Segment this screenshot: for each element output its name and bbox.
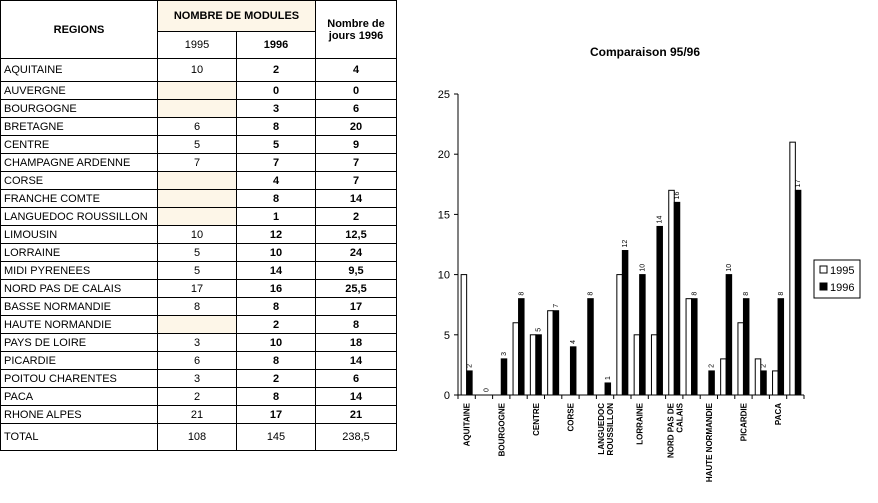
- data-label-1996: 8: [518, 291, 526, 296]
- modules-1996: 16: [237, 280, 316, 298]
- modules-1995: 2: [158, 388, 237, 406]
- data-label-1996: 14: [656, 215, 664, 224]
- modules-1996: 2: [237, 316, 316, 334]
- category-label: LANGUEDOCROUSSILLON: [597, 403, 616, 456]
- modules-1996: 5: [237, 136, 316, 154]
- jours-1996: 12,5: [316, 226, 397, 244]
- total-label: TOTAL: [1, 424, 158, 451]
- y-tick-label: 15: [437, 209, 450, 222]
- bar-1996: [709, 371, 715, 395]
- bar-1996: [605, 383, 611, 395]
- modules-1995: 3: [158, 370, 237, 388]
- bar-1995: [686, 299, 692, 395]
- table-row: [1, 118, 397, 136]
- region-name: LANGUEDOC ROUSSILLON: [1, 208, 158, 226]
- table-row: [1, 352, 397, 370]
- modules-table-container: [0, 0, 397, 451]
- modules-1995: 10: [158, 226, 237, 244]
- category-label: PICARDIE: [739, 403, 749, 442]
- bar-1995: [461, 275, 467, 395]
- modules-1996: 8: [237, 298, 316, 316]
- header-jours: Nombre de jours 1996: [316, 1, 397, 59]
- data-label-1996: 2: [760, 364, 768, 368]
- table-row: [1, 280, 397, 298]
- data-label-1996: 3: [501, 351, 508, 356]
- modules-1995: [158, 208, 237, 226]
- data-label-1996: 10: [639, 263, 647, 272]
- bar-1995: [617, 275, 623, 395]
- modules-1995: [158, 82, 237, 100]
- region-name: CHAMPAGNE ARDENNE: [1, 154, 158, 172]
- region-name: AUVERGNE: [1, 82, 158, 100]
- comparison-chart: [400, 0, 878, 503]
- modules-1995: 21: [158, 406, 237, 424]
- jours-1996: 20: [316, 118, 397, 136]
- modules-1995: 5: [158, 136, 237, 154]
- region-name: NORD PAS DE CALAIS: [1, 280, 158, 298]
- modules-1996: 14: [237, 262, 316, 280]
- y-tick-label: 5: [443, 329, 450, 342]
- legend-swatch-1995: [820, 266, 827, 273]
- modules-1996: 10: [237, 334, 316, 352]
- jours-1996: 21: [316, 406, 397, 424]
- data-label-1996: 7: [552, 303, 560, 308]
- bar-1996: [536, 335, 542, 395]
- bar-1996: [519, 299, 525, 395]
- region-name: CENTRE: [1, 136, 158, 154]
- region-name: BRETAGNE: [1, 118, 158, 136]
- data-label-1996: 17: [795, 179, 803, 188]
- table-row: [1, 154, 397, 172]
- header-modules: NOMBRE DE MODULES: [158, 1, 316, 32]
- jours-1996: 24: [316, 244, 397, 262]
- modules-1996: 1: [237, 208, 316, 226]
- bar-1996: [743, 299, 749, 395]
- modules-1996: 8: [237, 118, 316, 136]
- data-label-1996: 0: [483, 388, 491, 392]
- table-row: [1, 298, 397, 316]
- header-year-1996: 1996: [237, 32, 316, 59]
- total-jours: 238,5: [316, 424, 397, 451]
- table-row: [1, 100, 397, 118]
- modules-1995: [158, 100, 237, 118]
- bar-1996: [795, 190, 801, 395]
- modules-1995: 5: [158, 262, 237, 280]
- category-label: LORRAINE: [635, 403, 645, 445]
- region-name: PICARDIE: [1, 352, 158, 370]
- jours-1996: 18: [316, 334, 397, 352]
- modules-1995: [158, 172, 237, 190]
- data-label-1996: 8: [777, 291, 785, 296]
- modules-1995: 17: [158, 280, 237, 298]
- category-label: BOURGOGNE: [497, 403, 507, 457]
- bar-1995: [634, 335, 640, 395]
- bar-1995: [651, 335, 657, 395]
- region-name: LORRAINE: [1, 244, 158, 262]
- region-name: MIDI PYRENEES: [1, 262, 158, 280]
- bar-1996: [674, 202, 680, 395]
- table-row: [1, 226, 397, 244]
- table-row: [1, 406, 397, 424]
- modules-table: [0, 0, 397, 451]
- region-name: PAYS DE LOIRE: [1, 334, 158, 352]
- table-row: [1, 208, 397, 226]
- table-row: [1, 59, 397, 82]
- table-row: [1, 334, 397, 352]
- modules-1996: 2: [237, 59, 316, 82]
- modules-1996: 8: [237, 352, 316, 370]
- data-label-1996: 2: [708, 364, 716, 368]
- data-label-1996: 4: [570, 339, 578, 344]
- region-name: PACA: [1, 388, 158, 406]
- region-name: FRANCHE COMTE: [1, 190, 158, 208]
- data-label-1996: 8: [587, 291, 595, 296]
- table-row: [1, 172, 397, 190]
- modules-1996: 8: [237, 190, 316, 208]
- bar-1996: [761, 371, 767, 395]
- modules-1995: 6: [158, 352, 237, 370]
- bar-1996: [726, 275, 732, 395]
- jours-1996: 9,5: [316, 262, 397, 280]
- y-tick-label: 10: [437, 269, 450, 282]
- total-1996: 145: [237, 424, 316, 451]
- table-row: [1, 370, 397, 388]
- data-label-1996: 12: [622, 239, 630, 248]
- bar-1996: [588, 299, 594, 395]
- category-label: CORSE: [566, 403, 576, 432]
- y-tick-label: 0: [443, 390, 450, 402]
- legend-label-1996: 1996: [830, 282, 855, 294]
- jours-1996: 14: [316, 352, 397, 370]
- bar-1995: [721, 359, 727, 395]
- modules-1995: 8: [158, 298, 237, 316]
- jours-1996: 14: [316, 388, 397, 406]
- bar-1996: [467, 371, 473, 395]
- jours-1996: 14: [316, 190, 397, 208]
- modules-1996: 2: [237, 370, 316, 388]
- jours-1996: 17: [316, 298, 397, 316]
- data-label-1996: 16: [674, 191, 681, 200]
- jours-1996: 8: [316, 316, 397, 334]
- bar-1996: [553, 311, 559, 395]
- region-name: BASSE NORMANDIE: [1, 298, 158, 316]
- data-label-1996: 10: [725, 263, 733, 272]
- region-name: HAUTE NORMANDIE: [1, 316, 158, 334]
- region-name: RHONE ALPES: [1, 406, 158, 424]
- bar-1995: [513, 323, 519, 395]
- bar-1995: [530, 335, 536, 395]
- region-name: BOURGOGNE: [1, 100, 158, 118]
- bar-1996: [570, 347, 576, 395]
- modules-1996: 3: [237, 100, 316, 118]
- table-row: [1, 82, 397, 100]
- table-row: [1, 244, 397, 262]
- region-name: POITOU CHARENTES: [1, 370, 158, 388]
- modules-1995: 10: [158, 59, 237, 82]
- table-row: [1, 262, 397, 280]
- modules-1995: 6: [158, 118, 237, 136]
- category-label: HAUTE NORMANDIE: [704, 403, 714, 483]
- bar-1996: [622, 251, 628, 395]
- jours-1996: 4: [316, 59, 397, 82]
- jours-1996: 2: [316, 208, 397, 226]
- header-year-1995: 1995: [158, 32, 237, 59]
- bar-1995: [738, 323, 744, 395]
- table-row: [1, 316, 397, 334]
- modules-1996: 12: [237, 226, 316, 244]
- jours-1996: 7: [316, 172, 397, 190]
- data-label-1996: 5: [535, 327, 543, 332]
- chart-title: Comparaison 95/96: [589, 45, 701, 59]
- y-tick-label: 20: [437, 149, 450, 162]
- jours-1996: 9: [316, 136, 397, 154]
- bar-1996: [778, 299, 784, 395]
- total-1995: 108: [158, 424, 237, 451]
- jours-1996: 0: [316, 82, 397, 100]
- region-name: LIMOUSIN: [1, 226, 158, 244]
- jours-1996: 6: [316, 100, 397, 118]
- data-label-1996: 8: [743, 291, 751, 296]
- modules-1996: 4: [237, 172, 316, 190]
- category-label: NORD PAS DECALAIS: [666, 403, 685, 458]
- jours-1996: 7: [316, 154, 397, 172]
- bar-1995: [773, 371, 779, 395]
- y-tick-label: 25: [437, 89, 450, 101]
- header-regions: REGIONS: [1, 1, 158, 59]
- bar-1996: [657, 226, 663, 395]
- region-name: AQUITAINE: [1, 59, 158, 82]
- modules-1996: 8: [237, 388, 316, 406]
- legend-swatch-1996: [820, 283, 827, 290]
- table-row: [1, 136, 397, 154]
- modules-1996: 10: [237, 244, 316, 262]
- modules-1996: 7: [237, 154, 316, 172]
- region-name: CORSE: [1, 172, 158, 190]
- modules-1995: 7: [158, 154, 237, 172]
- modules-1996: 0: [237, 82, 316, 100]
- bar-1996: [692, 299, 698, 395]
- data-label-1996: 2: [466, 364, 474, 368]
- legend-label-1995: 1995: [830, 265, 855, 277]
- bar-1996: [501, 359, 507, 395]
- category-label: CENTRE: [531, 403, 541, 436]
- bar-1995: [669, 190, 675, 395]
- data-label-1996: 1: [604, 376, 612, 380]
- bar-1996: [640, 275, 646, 395]
- category-label: PACA: [774, 403, 784, 426]
- modules-1996: 17: [237, 406, 316, 424]
- table-row: [1, 190, 397, 208]
- total-row: [1, 424, 397, 451]
- modules-1995: 5: [158, 244, 237, 262]
- table-row: [1, 388, 397, 406]
- modules-1995: 3: [158, 334, 237, 352]
- modules-1995: [158, 190, 237, 208]
- data-label-1996: 8: [691, 291, 699, 296]
- jours-1996: 25,5: [316, 280, 397, 298]
- modules-1995: [158, 316, 237, 334]
- bar-1995: [548, 311, 554, 395]
- jours-1996: 6: [316, 370, 397, 388]
- category-label: AQUITAINE: [462, 403, 472, 447]
